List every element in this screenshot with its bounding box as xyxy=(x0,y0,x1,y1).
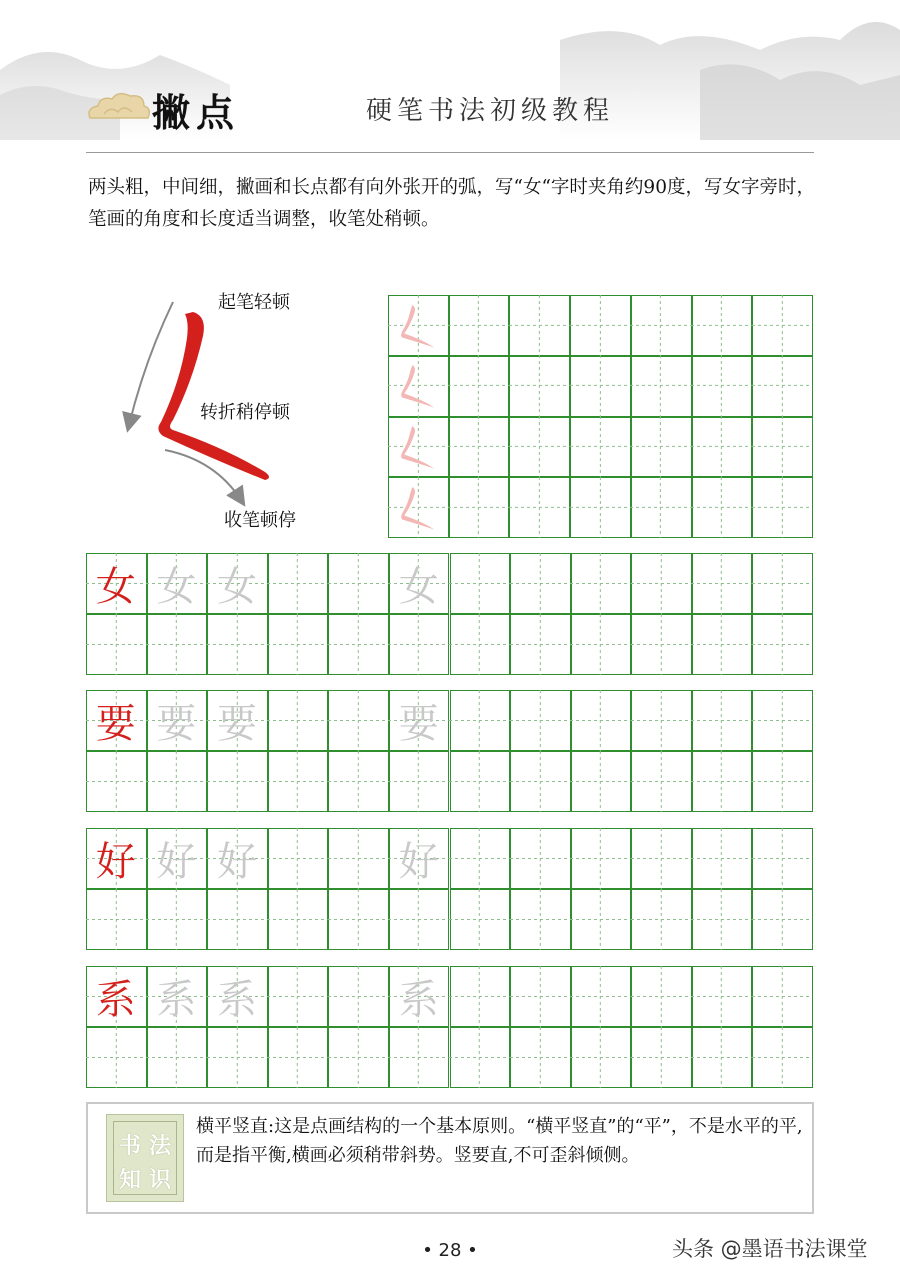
cell-guides xyxy=(510,553,571,614)
cell-guides xyxy=(752,690,813,751)
character-practice-cell[interactable] xyxy=(450,828,511,889)
stroke-practice-cell[interactable] xyxy=(752,295,813,356)
stroke-practice-cell[interactable] xyxy=(692,477,753,538)
trace-character: 要 xyxy=(398,700,439,747)
trace-stroke-path xyxy=(401,487,434,529)
cell-guides xyxy=(691,416,752,477)
character-practice-cell[interactable] xyxy=(510,690,571,751)
cell-guides xyxy=(630,295,691,356)
cell-guides xyxy=(570,295,631,356)
character-practice-cell[interactable] xyxy=(631,751,692,812)
character-practice-cell[interactable] xyxy=(450,751,511,812)
stroke-practice-cell[interactable] xyxy=(388,417,449,478)
cloud-icon xyxy=(86,90,152,126)
character-grid-nv xyxy=(86,553,813,675)
cell-guides xyxy=(267,889,328,950)
character-practice-cell[interactable] xyxy=(328,889,389,950)
cell-guides xyxy=(570,751,631,812)
stroke-practice-cell[interactable] xyxy=(509,356,570,417)
character-practice-cell[interactable] xyxy=(571,553,632,614)
character-practice-cell[interactable] xyxy=(389,828,450,889)
character-practice-cell[interactable] xyxy=(631,889,692,950)
character-practice-cell[interactable] xyxy=(147,751,208,812)
cell-guides xyxy=(207,614,268,675)
trace-character: 女 xyxy=(156,563,197,610)
character-practice-cell[interactable] xyxy=(692,966,753,1027)
cell-guides xyxy=(631,1027,692,1088)
cell-guides xyxy=(510,966,571,1027)
cell-guides xyxy=(631,690,692,751)
cell-guides xyxy=(752,477,813,538)
character-practice-cell[interactable] xyxy=(328,751,389,812)
character-practice-cell[interactable] xyxy=(86,751,147,812)
cell-guides xyxy=(630,355,691,416)
character-practice-cell[interactable] xyxy=(328,690,389,751)
cell-guides xyxy=(510,690,571,751)
tip-text: 横平竖直:这是点画结构的一个基本原则。“横平竖直”的“平”，不是水平的平,而是指平衡,横画必须稍带斜势。竖要直,不可歪斜倾侧。 xyxy=(196,1116,803,1166)
trace-stroke xyxy=(388,477,449,538)
character-practice-cell[interactable] xyxy=(450,614,511,675)
cell-guides xyxy=(691,690,752,751)
cell-guides xyxy=(752,553,813,614)
trace-stroke-path xyxy=(401,305,434,347)
character-practice-cell[interactable] xyxy=(268,614,329,675)
cell-guides xyxy=(449,614,510,675)
book-subtitle: 硬笔书法初级教程 xyxy=(366,96,615,126)
character-practice-cell[interactable] xyxy=(752,614,813,675)
character-practice-cell[interactable] xyxy=(147,690,208,751)
character-practice-cell[interactable] xyxy=(510,966,571,1027)
cell-guides xyxy=(510,889,571,950)
cell-guides xyxy=(752,828,813,889)
header-divider xyxy=(86,152,814,153)
cell-guides xyxy=(509,477,570,538)
cell-guides xyxy=(267,690,328,751)
page-title: 撇点 xyxy=(152,91,241,135)
cell-guides xyxy=(510,1027,571,1088)
cell-guides xyxy=(691,477,752,538)
character-practice-cell[interactable] xyxy=(571,828,632,889)
cell-guides xyxy=(752,751,813,812)
cell-guides xyxy=(448,295,509,356)
cell-guides xyxy=(691,889,752,950)
character-practice-cell[interactable] xyxy=(86,1027,147,1088)
cell-guides xyxy=(691,1027,752,1088)
cell-guides xyxy=(691,751,752,812)
character-practice-cell[interactable] xyxy=(631,828,692,889)
character-practice-cell[interactable] xyxy=(207,553,268,614)
character-practice-cell[interactable] xyxy=(510,828,571,889)
model-character: 女 xyxy=(95,563,136,610)
cell-guides xyxy=(86,889,147,950)
stroke-practice-grid xyxy=(388,295,813,538)
character-practice-cell[interactable] xyxy=(510,553,571,614)
stroke-practice-cell[interactable] xyxy=(752,417,813,478)
cell-guides xyxy=(691,614,752,675)
cell-guides xyxy=(207,1027,268,1088)
calligraphy-knowledge-badge xyxy=(106,1114,184,1202)
stroke-practice-cell[interactable] xyxy=(509,417,570,478)
cell-guides xyxy=(328,828,389,889)
stroke-practice-cell[interactable] xyxy=(752,356,813,417)
cell-guides xyxy=(630,416,691,477)
cell-guides xyxy=(691,553,752,614)
character-practice-cell[interactable] xyxy=(450,966,511,1027)
cell-guides xyxy=(509,416,570,477)
cell-guides xyxy=(510,751,571,812)
cell-guides xyxy=(328,614,389,675)
cell-guides xyxy=(570,828,631,889)
stroke-practice-cell[interactable] xyxy=(692,417,753,478)
cell-guides xyxy=(207,889,268,950)
character-practice-cell[interactable] xyxy=(328,614,389,675)
stroke-practice-cell[interactable] xyxy=(570,295,631,356)
cell-guides xyxy=(267,1027,328,1088)
character-practice-cell[interactable] xyxy=(752,889,813,950)
stroke-practice-cell[interactable] xyxy=(509,295,570,356)
character-practice-cell[interactable] xyxy=(389,553,450,614)
source-watermark: 头条 @墨语书法课堂 xyxy=(672,1237,868,1261)
character-practice-cell[interactable] xyxy=(571,751,632,812)
cell-guides xyxy=(691,295,752,356)
stroke-practice-cell[interactable] xyxy=(449,417,510,478)
character-practice-cell[interactable] xyxy=(510,1027,571,1088)
character-practice-cell[interactable] xyxy=(86,614,147,675)
stroke-practice-cell[interactable] xyxy=(509,477,570,538)
cell-guides xyxy=(146,889,207,950)
cell-guides xyxy=(631,889,692,950)
stroke-description: 两头粗，中间细，撇画和长点都有向外张开的弧，写“女“字时夹角约90度，写女字旁时，笔画的角度和长度适当调整，收笔处稍顿。 xyxy=(88,177,815,230)
cell-guides xyxy=(388,1027,449,1088)
cell-guides xyxy=(510,614,571,675)
character-practice-cell[interactable] xyxy=(752,690,813,751)
cell-guides xyxy=(267,614,328,675)
cell-guides xyxy=(631,614,692,675)
character-practice-cell[interactable] xyxy=(692,828,753,889)
cell-guides xyxy=(570,477,631,538)
character-practice-cell[interactable] xyxy=(268,690,329,751)
trace-character: 要 xyxy=(156,700,197,747)
character-practice-cell[interactable] xyxy=(450,690,511,751)
character-practice-cell[interactable] xyxy=(268,889,329,950)
character-practice-cell[interactable] xyxy=(571,690,632,751)
trace-character: 系 xyxy=(398,976,439,1023)
character-practice-cell[interactable] xyxy=(147,1027,208,1088)
cell-guides xyxy=(146,1027,207,1088)
cell-guides xyxy=(146,614,207,675)
character-practice-cell[interactable] xyxy=(571,1027,632,1088)
cell-guides xyxy=(691,828,752,889)
cell-guides xyxy=(449,751,510,812)
stroke-practice-cell[interactable] xyxy=(449,356,510,417)
cell-guides xyxy=(328,690,389,751)
trace-stroke xyxy=(388,416,449,477)
cell-guides xyxy=(207,751,268,812)
badge-char: 书 xyxy=(119,1134,142,1159)
cell-guides xyxy=(752,966,813,1027)
trace-character: 女 xyxy=(398,563,439,610)
character-practice-cell[interactable] xyxy=(692,690,753,751)
cell-guides xyxy=(570,1027,631,1088)
cell-guides xyxy=(449,553,510,614)
character-practice-cell[interactable] xyxy=(86,828,147,889)
trace-character: 好 xyxy=(398,838,439,885)
cell-guides xyxy=(448,477,509,538)
trace-character: 女 xyxy=(216,563,257,610)
character-practice-cell[interactable] xyxy=(389,966,450,1027)
cell-guides xyxy=(691,355,752,416)
cell-guides xyxy=(449,889,510,950)
character-practice-cell[interactable] xyxy=(268,1027,329,1088)
character-practice-cell[interactable] xyxy=(268,966,329,1027)
page-number-value: 28 xyxy=(438,1240,462,1261)
stroke-practice-cell[interactable] xyxy=(692,356,753,417)
character-practice-cell[interactable] xyxy=(328,966,389,1027)
character-practice-cell[interactable] xyxy=(207,751,268,812)
cell-guides xyxy=(267,828,328,889)
cell-guides xyxy=(146,751,207,812)
stroke-practice-cell[interactable] xyxy=(631,477,692,538)
character-practice-cell[interactable] xyxy=(692,751,753,812)
cell-guides xyxy=(328,889,389,950)
character-practice-cell[interactable] xyxy=(207,690,268,751)
character-practice-cell[interactable] xyxy=(86,553,147,614)
badge-char: 法 xyxy=(149,1134,172,1159)
cell-guides xyxy=(752,416,813,477)
character-practice-cell[interactable] xyxy=(268,553,329,614)
character-practice-cell[interactable] xyxy=(86,966,147,1027)
character-practice-cell[interactable] xyxy=(328,553,389,614)
cell-guides xyxy=(328,751,389,812)
cell-guides xyxy=(86,1027,147,1088)
character-practice-cell[interactable] xyxy=(631,966,692,1027)
cell-guides xyxy=(631,966,692,1027)
character-practice-cell[interactable] xyxy=(268,828,329,889)
character-practice-cell[interactable] xyxy=(328,828,389,889)
stroke-practice-cell[interactable] xyxy=(752,477,813,538)
cell-guides xyxy=(449,690,510,751)
character-practice-cell[interactable] xyxy=(450,553,511,614)
character-practice-cell[interactable] xyxy=(86,690,147,751)
character-practice-cell[interactable] xyxy=(86,889,147,950)
character-practice-cell[interactable] xyxy=(631,1027,692,1088)
character-practice-cell[interactable] xyxy=(571,966,632,1027)
label-start: 起笔轻顿 xyxy=(218,292,290,313)
character-practice-cell[interactable] xyxy=(510,614,571,675)
trace-stroke xyxy=(388,295,449,356)
character-grid-xi xyxy=(86,966,813,1088)
cell-guides xyxy=(570,614,631,675)
character-practice-cell[interactable] xyxy=(207,966,268,1027)
cell-guides xyxy=(631,828,692,889)
stroke-practice-cell[interactable] xyxy=(388,356,449,417)
cell-guides xyxy=(448,355,509,416)
character-practice-cell[interactable] xyxy=(692,1027,753,1088)
cell-guides xyxy=(631,751,692,812)
cell-guides xyxy=(449,1027,510,1088)
character-practice-cell[interactable] xyxy=(389,1027,450,1088)
trace-stroke-path xyxy=(401,365,434,407)
character-practice-cell[interactable] xyxy=(631,614,692,675)
cell-guides xyxy=(691,966,752,1027)
character-practice-cell[interactable] xyxy=(207,1027,268,1088)
trace-character: 好 xyxy=(216,838,257,885)
cell-guides xyxy=(328,1027,389,1088)
cell-guides xyxy=(510,828,571,889)
character-practice-cell[interactable] xyxy=(692,553,753,614)
cell-guides xyxy=(448,416,509,477)
character-grid-yao xyxy=(86,690,813,812)
character-practice-cell[interactable] xyxy=(147,966,208,1027)
cell-guides xyxy=(388,614,449,675)
cell-guides xyxy=(267,553,328,614)
cell-guides xyxy=(509,295,570,356)
cell-guides xyxy=(752,614,813,675)
cell-guides xyxy=(388,889,449,950)
cell-guides xyxy=(328,553,389,614)
cell-guides xyxy=(631,553,692,614)
page-number: • 28 • xyxy=(422,1240,478,1261)
cell-guides xyxy=(449,966,510,1027)
character-practice-cell[interactable] xyxy=(389,614,450,675)
cell-guides xyxy=(449,828,510,889)
trace-stroke xyxy=(388,355,449,416)
character-practice-cell[interactable] xyxy=(752,828,813,889)
cell-guides xyxy=(86,614,147,675)
cell-guides xyxy=(570,690,631,751)
stroke-practice-cell[interactable] xyxy=(631,417,692,478)
character-practice-cell[interactable] xyxy=(692,889,753,950)
character-practice-cell[interactable] xyxy=(389,751,450,812)
cell-guides xyxy=(752,355,813,416)
stroke-practice-cell[interactable] xyxy=(388,295,449,356)
cell-guides xyxy=(86,751,147,812)
model-character: 好 xyxy=(95,838,136,885)
character-practice-cell[interactable] xyxy=(571,614,632,675)
cell-guides xyxy=(570,889,631,950)
label-end: 收笔顿停 xyxy=(224,510,296,531)
character-practice-cell[interactable] xyxy=(450,889,511,950)
label-turn: 转折稍停顿 xyxy=(200,402,290,423)
model-character: 要 xyxy=(95,700,136,747)
cell-guides xyxy=(328,966,389,1027)
trace-character: 要 xyxy=(216,700,257,747)
cell-guides xyxy=(752,295,813,356)
trace-character: 好 xyxy=(156,838,197,885)
cell-guides xyxy=(388,751,449,812)
character-practice-cell[interactable] xyxy=(752,553,813,614)
character-practice-cell[interactable] xyxy=(147,553,208,614)
cell-guides xyxy=(570,355,631,416)
cell-guides xyxy=(267,751,328,812)
character-practice-cell[interactable] xyxy=(631,553,692,614)
character-grid-hao xyxy=(86,828,813,950)
character-practice-cell[interactable] xyxy=(510,889,571,950)
character-practice-cell[interactable] xyxy=(510,751,571,812)
cell-guides xyxy=(267,966,328,1027)
trace-character: 系 xyxy=(156,976,197,1023)
cell-guides xyxy=(570,553,631,614)
character-practice-cell[interactable] xyxy=(752,751,813,812)
badge-char: 识 xyxy=(149,1168,172,1193)
stroke-practice-cell[interactable] xyxy=(449,295,510,356)
stroke-practice-cell[interactable] xyxy=(570,477,631,538)
character-practice-cell[interactable] xyxy=(752,966,813,1027)
trace-stroke-path xyxy=(401,426,434,468)
trace-character: 系 xyxy=(216,976,257,1023)
character-practice-cell[interactable] xyxy=(207,828,268,889)
cell-guides xyxy=(752,1027,813,1088)
stroke-practice-cell[interactable] xyxy=(631,356,692,417)
character-practice-cell[interactable] xyxy=(571,889,632,950)
character-practice-cell[interactable] xyxy=(207,889,268,950)
stroke-practice-cell[interactable] xyxy=(570,417,631,478)
character-practice-cell[interactable] xyxy=(147,889,208,950)
cell-guides xyxy=(630,477,691,538)
cell-guides xyxy=(509,355,570,416)
character-practice-cell[interactable] xyxy=(147,614,208,675)
badge-char: 知 xyxy=(119,1168,142,1193)
cell-guides xyxy=(570,416,631,477)
cell-guides xyxy=(752,889,813,950)
character-practice-cell[interactable] xyxy=(752,1027,813,1088)
character-practice-cell[interactable] xyxy=(147,828,208,889)
character-practice-cell[interactable] xyxy=(207,614,268,675)
stroke-practice-cell[interactable] xyxy=(388,477,449,538)
stroke-practice-cell[interactable] xyxy=(449,477,510,538)
cell-guides xyxy=(570,966,631,1027)
character-practice-cell[interactable] xyxy=(268,751,329,812)
stroke-practice-cell[interactable] xyxy=(570,356,631,417)
model-character: 系 xyxy=(95,976,136,1023)
character-practice-cell[interactable] xyxy=(389,889,450,950)
character-practice-cell[interactable] xyxy=(328,1027,389,1088)
stroke-practice-cell[interactable] xyxy=(692,295,753,356)
character-practice-cell[interactable] xyxy=(389,690,450,751)
character-practice-cell[interactable] xyxy=(450,1027,511,1088)
character-practice-cell[interactable] xyxy=(692,614,753,675)
stroke-practice-cell[interactable] xyxy=(631,295,692,356)
character-practice-cell[interactable] xyxy=(631,690,692,751)
